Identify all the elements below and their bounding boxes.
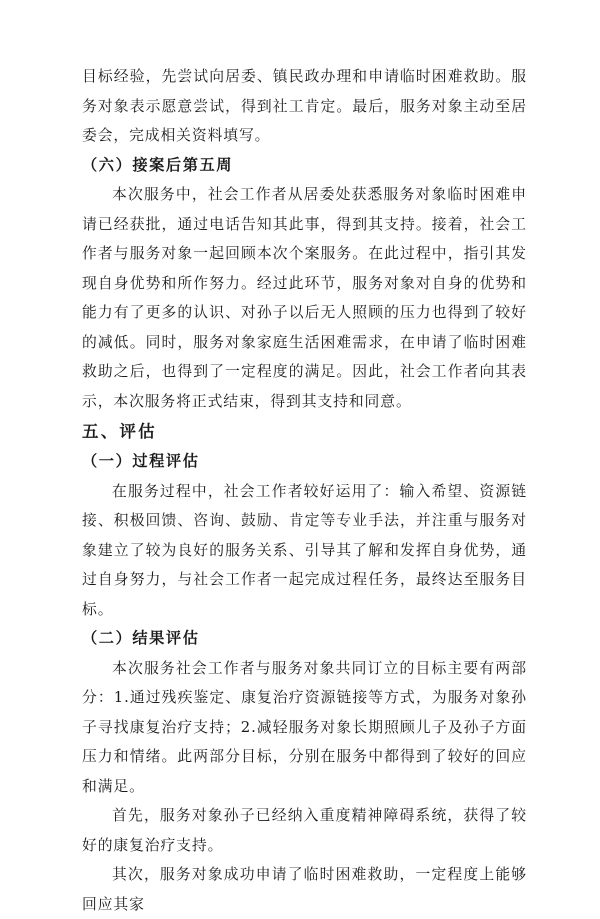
paragraph-continued: 目标经验，先尝试向居委、镇民政办理和申请临时困难救助。服务对象表示愿意尝试，得到社工肯定。最后，服务对象主动至居委会，完成相关资料填写。 [82,68,527,144]
section-heading-process-evaluation: （一）过程评估 [82,452,200,470]
chapter-heading-evaluation: 五、评估 [82,422,157,441]
paragraph-outcome-goals: 本次服务社会工作者与服务对象共同订立的目标主要有两部分：1.通过残疾鉴定、康复治疗资源链接等方式，为服务对象孙子寻找康复治疗支持；2.减轻服务对象长期照顾儿子及孙子方面压力和情绪。此两部分目标，分别在服务中都得到了较好的回应和满足。 [82,659,527,795]
paragraph-week-five: 本次服务中，社会工作者从居委处获悉服务对象临时困难申请已经获批，通过电话告知其此事，得到其支持。接着，社会工作者与服务对象一起回顾本次个案服务。在此过程中，指引其发现自身优势和所作努力。经过此环节，服务对象对自身的优势和能力有了更多的认识、对孙子以后无人照顾的压力也得到了较好的减低。同时，服务对象家庭生活困难需求，在申请了临时困难救助之后，也得到了一定程度的满足。因此，社会工作者向其表示，本次服务将正式结束，得到其支持和同意。 [82,186,527,410]
section-heading-outcome-evaluation: （二）结果评估 [82,629,200,647]
section-heading-week-five: （六）接案后第五周 [82,155,234,174]
paragraph-process-evaluation: 在服务过程中，社会工作者较好运用了：输入希望、资源链接、积极回馈、咨询、鼓励、肯定等专业手法，并注重与服务对象建立了较为良好的服务关系、引导其了解和发挥自身优势，通过自身努力，与社会工作者一起完成过程任务，最终达至服务目标。 [82,482,527,618]
paragraph-first: 首先，服务对象孙子已经纳入重度精神障碍系统，获得了较好的康复治疗支持。 [82,807,527,854]
paragraph-second: 其次，服务对象成功申请了临时困难救助，一定程度上能够回应其家 [82,866,527,913]
document-page [82,62,527,919]
